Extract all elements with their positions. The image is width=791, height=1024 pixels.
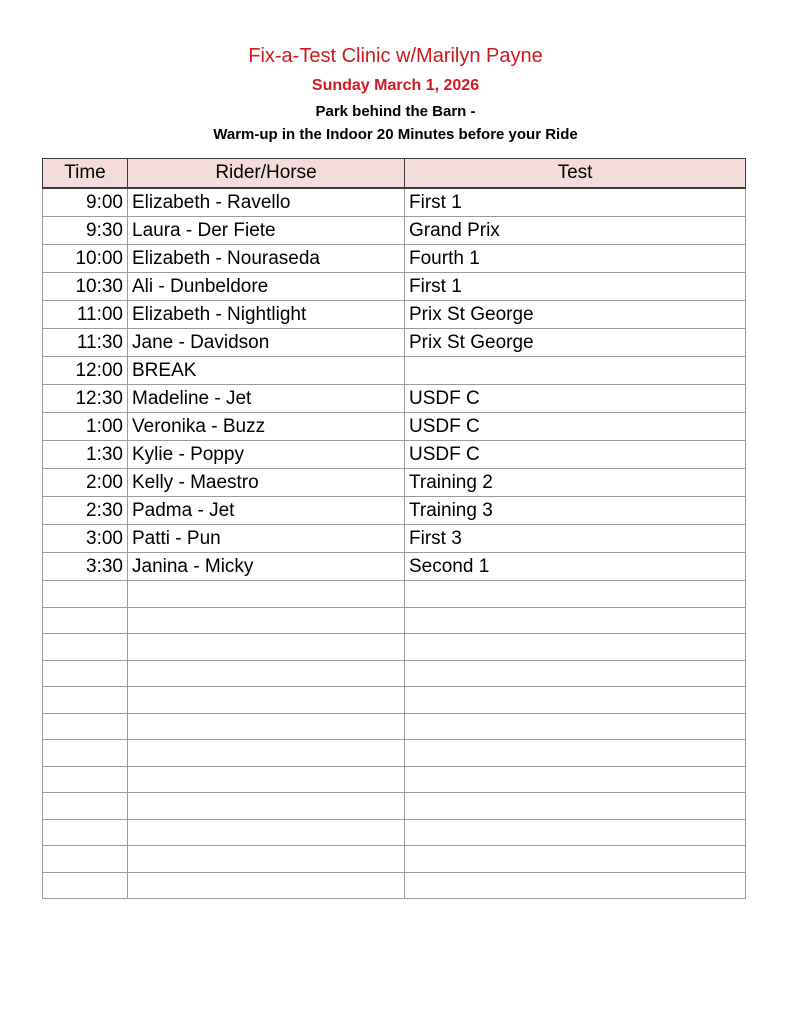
test-cell: Fourth 1 [405, 245, 746, 273]
empty-rider-horse-cell [128, 581, 405, 608]
empty-time-cell [43, 607, 128, 634]
column-header-time: Time [43, 159, 128, 189]
rider-horse-cell: Jane - Davidson [128, 329, 405, 357]
empty-test-cell [405, 872, 746, 899]
table-row [43, 525, 746, 553]
rider-horse-cell: Padma - Jet [128, 497, 405, 525]
time-cell: 3:00 [43, 525, 128, 553]
empty-rider-horse-cell [128, 660, 405, 687]
ride-schedule-table [42, 158, 746, 899]
time-cell: 11:30 [43, 329, 128, 357]
table-row [43, 188, 746, 217]
empty-time-cell [43, 819, 128, 846]
test-cell: USDF C [405, 385, 746, 413]
test-cell: Prix St George [405, 329, 746, 357]
table-row [43, 301, 746, 329]
time-cell: 11:00 [43, 301, 128, 329]
empty-table-row [43, 581, 746, 608]
empty-test-cell [405, 607, 746, 634]
empty-test-cell [405, 766, 746, 793]
empty-schedule-rows [43, 581, 746, 899]
table-row [43, 497, 746, 525]
column-header-rider-horse: Rider/Horse [128, 159, 405, 189]
test-cell: Training 2 [405, 469, 746, 497]
table-row [43, 413, 746, 441]
time-cell: 2:30 [43, 497, 128, 525]
empty-time-cell [43, 740, 128, 767]
empty-rider-horse-cell [128, 819, 405, 846]
test-cell: First 1 [405, 188, 746, 217]
warmup-note: Warm-up in the Indoor 20 Minutes before your Ride [213, 126, 578, 143]
empty-table-row [43, 607, 746, 634]
time-cell: 1:00 [43, 413, 128, 441]
empty-test-cell [405, 846, 746, 873]
table-row [43, 329, 746, 357]
empty-time-cell [43, 872, 128, 899]
rider-horse-cell: Elizabeth - Nightlight [128, 301, 405, 329]
empty-rider-horse-cell [128, 634, 405, 661]
table-row [43, 469, 746, 497]
empty-table-row [43, 793, 746, 820]
time-cell: 10:30 [43, 273, 128, 301]
empty-table-row [43, 846, 746, 873]
test-cell [405, 357, 746, 385]
rider-horse-cell: Patti - Pun [128, 525, 405, 553]
empty-test-cell [405, 660, 746, 687]
empty-test-cell [405, 793, 746, 820]
rider-horse-cell: Ali - Dunbeldore [128, 273, 405, 301]
table-row [43, 245, 746, 273]
empty-time-cell [43, 793, 128, 820]
time-cell: 2:00 [43, 469, 128, 497]
clinic-date: Sunday March 1, 2026 [311, 77, 480, 94]
test-cell: USDF C [405, 441, 746, 469]
parking-note: Park behind the Barn - [315, 103, 476, 120]
rider-horse-cell: Laura - Der Fiete [128, 217, 405, 245]
time-cell: 10:00 [43, 245, 128, 273]
empty-table-row [43, 740, 746, 767]
empty-time-cell [43, 766, 128, 793]
empty-time-cell [43, 846, 128, 873]
schedule-entries [43, 188, 746, 581]
empty-table-row [43, 819, 746, 846]
empty-table-row [43, 660, 746, 687]
empty-time-cell [43, 581, 128, 608]
empty-table-row [43, 766, 746, 793]
test-cell: Grand Prix [405, 217, 746, 245]
test-cell: Training 3 [405, 497, 746, 525]
rider-horse-cell: Kylie - Poppy [128, 441, 405, 469]
test-cell: USDF C [405, 413, 746, 441]
time-cell: 1:30 [43, 441, 128, 469]
rider-horse-cell: Elizabeth - Ravello [128, 188, 405, 217]
empty-rider-horse-cell [128, 740, 405, 767]
test-cell: Prix St George [405, 301, 746, 329]
empty-table-row [43, 872, 746, 899]
empty-test-cell [405, 687, 746, 714]
rider-horse-cell: Elizabeth - Nouraseda [128, 245, 405, 273]
time-cell: 9:00 [43, 188, 128, 217]
table-row [43, 273, 746, 301]
rider-horse-cell: Kelly - Maestro [128, 469, 405, 497]
empty-table-row [43, 687, 746, 714]
empty-rider-horse-cell [128, 846, 405, 873]
empty-test-cell [405, 819, 746, 846]
empty-test-cell [405, 634, 746, 661]
empty-time-cell [43, 634, 128, 661]
empty-test-cell [405, 713, 746, 740]
column-header-test: Test [405, 159, 746, 189]
test-cell: First 3 [405, 525, 746, 553]
empty-rider-horse-cell [128, 766, 405, 793]
test-cell: Second 1 [405, 553, 746, 581]
rider-horse-cell: Madeline - Jet [128, 385, 405, 413]
table-header-row [43, 159, 746, 189]
empty-rider-horse-cell [128, 872, 405, 899]
time-cell: 12:30 [43, 385, 128, 413]
table-row [43, 217, 746, 245]
table-row [43, 385, 746, 413]
rider-horse-cell: Janina - Micky [128, 553, 405, 581]
table-row [43, 553, 746, 581]
empty-rider-horse-cell [128, 687, 405, 714]
empty-table-row [43, 713, 746, 740]
empty-rider-horse-cell [128, 713, 405, 740]
rider-horse-cell: Veronika - Buzz [128, 413, 405, 441]
test-cell: First 1 [405, 273, 746, 301]
empty-test-cell [405, 581, 746, 608]
table-row [43, 441, 746, 469]
clinic-title: Fix-a-Test Clinic w/Marilyn Payne [248, 45, 543, 67]
empty-time-cell [43, 687, 128, 714]
time-cell: 3:30 [43, 553, 128, 581]
time-cell: 12:00 [43, 357, 128, 385]
empty-time-cell [43, 660, 128, 687]
table-row [43, 357, 746, 385]
empty-rider-horse-cell [128, 793, 405, 820]
empty-test-cell [405, 740, 746, 767]
empty-table-row [43, 634, 746, 661]
rider-horse-cell: BREAK [128, 357, 405, 385]
time-cell: 9:30 [43, 217, 128, 245]
empty-time-cell [43, 713, 128, 740]
empty-rider-horse-cell [128, 607, 405, 634]
